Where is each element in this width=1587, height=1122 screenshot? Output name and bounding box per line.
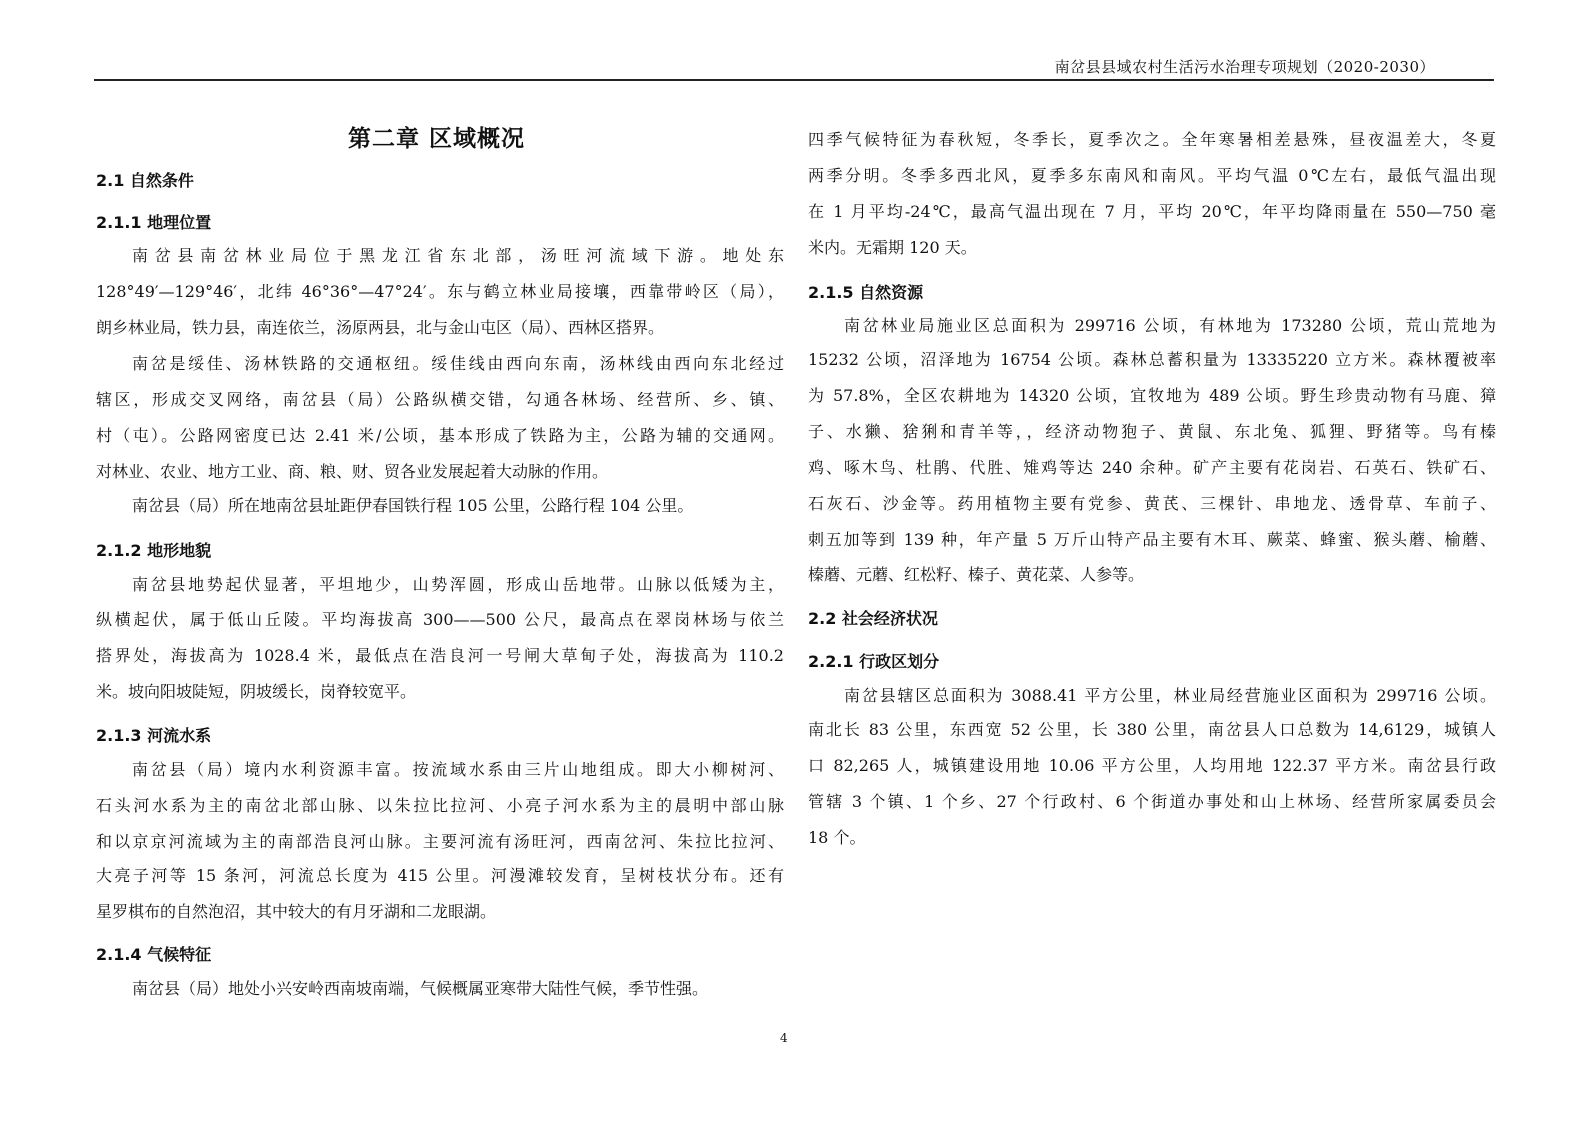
paragraph-line: 子、水獭、猞猁和青羊等，，经济动物狍子、黄鼠、东北兔、狐狸、野猪等。鸟有榛 (808, 422, 1496, 441)
heading-2-1: 2.1 自然条件 (96, 171, 194, 190)
header-rule (94, 79, 1494, 81)
paragraph-line: 石头河水系为主的南岔北部山脉、以朱拉比拉河、小亮子河水系为主的晨明中部山脉 (96, 796, 784, 815)
paragraph-line: 南岔是绥佳、汤林铁路的交通枢纽。绥佳线由西向东南，汤林线由西向东北经过 (132, 354, 784, 373)
paragraph-line: 南岔县（局）地处小兴安岭西南坡南端，气候概属亚寒带大陆性气候，季节性强。 (132, 979, 709, 998)
paragraph-line: 搭界处，海拔高为 1028.4 米，最低点在浩良河一号闸大草甸子处，海拔高为 110.2 (96, 646, 784, 665)
paragraph-line: 管辖 3 个镇、1 个乡、27 个行政村、6 个街道办事处和山上林场、经营所家属委员会 (808, 792, 1496, 811)
paragraph-line: 15232 公顷，沼泽地为 16754 公顷。森林总蓄积量为 13335220 立方米。森林覆被率 (808, 350, 1496, 369)
paragraph-line: 口 82,265 人，城镇建设用地 10.06 平方公里，人均用地 122.37 平方米。南岔县行政 (808, 756, 1496, 775)
paragraph-line: 南岔县（局）境内水利资源丰富。按流域水系由三片山地组成。即大小柳树河、 (132, 760, 784, 779)
page-number: 4 (780, 1031, 788, 1045)
paragraph-line: 鸡、啄木鸟、杜鹃、代胜、雉鸡等达 240 余种。矿产主要有花岗岩、石英石、铁矿石、 (808, 458, 1496, 477)
paragraph-line: 米。坡向阳坡陡短，阴坡缓长，岗脊较宽平。 (96, 682, 417, 701)
heading-2-1-5: 2.1.5 自然资源 (808, 283, 924, 302)
chapter-title: 第二章 区域概况 (348, 126, 526, 152)
paragraph-line: 星罗棋布的自然泡沼，其中较大的有月牙湖和二龙眼湖。 (96, 902, 497, 921)
paragraph-line: 两季分明。冬季多西北风，夏季多东南风和南风。平均气温 0℃左右，最低气温出现 (808, 166, 1496, 185)
heading-2-1-3: 2.1.3 河流水系 (96, 726, 212, 745)
paragraph-line: 米内。无霜期 120 天。 (808, 238, 977, 257)
paragraph-line: 128°49′—129°46′，北纬 46°36°—47°24′。东与鹤立林业局接壤，西靠带岭区（局）， (96, 282, 784, 301)
paragraph-line: 纵横起伏，属于低山丘陵。平均海拔高 300——500 公尺，最高点在翠岗林场与依兰 (96, 610, 784, 629)
paragraph-line: 为 57.8%，全区农耕地为 14320 公顷，宜牧地为 489 公顷。野生珍贵动物有马鹿、獐 (808, 386, 1496, 405)
paragraph-line: 18 个。 (808, 828, 866, 847)
heading-2-1-2: 2.1.2 地形地貌 (96, 541, 212, 560)
paragraph-line: 四季气候特征为春秋短，冬季长，夏季次之。全年寒暑相差悬殊，昼夜温差大，冬夏 (808, 130, 1496, 149)
paragraph-line: 刺五加等到 139 种，年产量 5 万斤山特产品主要有木耳、蕨菜、蜂蜜、猴头蘑、榆蘑、 (808, 530, 1496, 549)
heading-2-2: 2.2 社会经济状况 (808, 609, 938, 628)
paragraph-line: 辖区，形成交叉网络，南岔县（局）公路纵横交错，勾通各林场、经营所、乡、镇、 (96, 390, 784, 409)
heading-2-1-1: 2.1.1 地理位置 (96, 213, 212, 232)
heading-2-2-1: 2.2.1 行政区划分 (808, 652, 940, 671)
paragraph-line: 在 1 月平均-24℃，最高气温出现在 7 月，平均 20℃，年平均降雨量在 550—750 毫 (808, 202, 1496, 221)
paragraph-line: 南岔县南岔林业局位于黑龙江省东北部，汤旺河流域下游。地处东 (132, 246, 784, 265)
paragraph-line: 大亮子河等 15 条河，河流总长度为 415 公里。河漫滩较发育，呈树枝状分布。还有 (96, 866, 784, 885)
paragraph-line: 南岔县（局）所在地南岔县址距伊春国铁行程 105 公里，公路行程 104 公里。 (132, 496, 694, 515)
heading-2-1-4: 2.1.4 气候特征 (96, 945, 212, 964)
paragraph-line: 石灰石、沙金等。药用植物主要有党参、黄芪、三棵针、串地龙、透骨草、车前子、 (808, 494, 1496, 513)
paragraph-line: 南岔县地势起伏显著，平坦地少，山势浑圆，形成山岳地带。山脉以低矮为主， (132, 575, 784, 594)
running-header-title: 南岔县县域农村生活污水治理专项规划（2020-2030） (1054, 58, 1435, 76)
paragraph-line: 村（屯）。公路网密度已达 2.41 米/公顷，基本形成了铁路为主，公路为辅的交通网。 (96, 426, 784, 445)
paragraph-line: 和以京京河流域为主的南部浩良河山脉。主要河流有汤旺河，西南岔河、朱拉比拉河、 (96, 832, 784, 851)
paragraph-line: 对林业、农业、地方工业、商、粮、财、贸各业发展起着大动脉的作用。 (96, 462, 609, 481)
paragraph-line: 南岔县辖区总面积为 3088.41 平方公里，林业局经营施业区面积为 299716 公顷。 (844, 686, 1496, 705)
paragraph-line: 榛蘑、元蘑、红松籽、榛子、黄花菜、人参等。 (808, 565, 1145, 584)
paragraph-line: 朗乡林业局，铁力县，南连依兰，汤原两县，北与金山屯区（局）、西林区搭界。 (96, 318, 665, 337)
paragraph-line: 南岔林业局施业区总面积为 299716 公顷，有林地为 173280 公顷，荒山荒地为 (844, 316, 1496, 335)
paragraph-line: 南北长 83 公里，东西宽 52 公里，长 380 公里，南岔县人口总数为 14,6129，城镇人 (808, 720, 1496, 739)
